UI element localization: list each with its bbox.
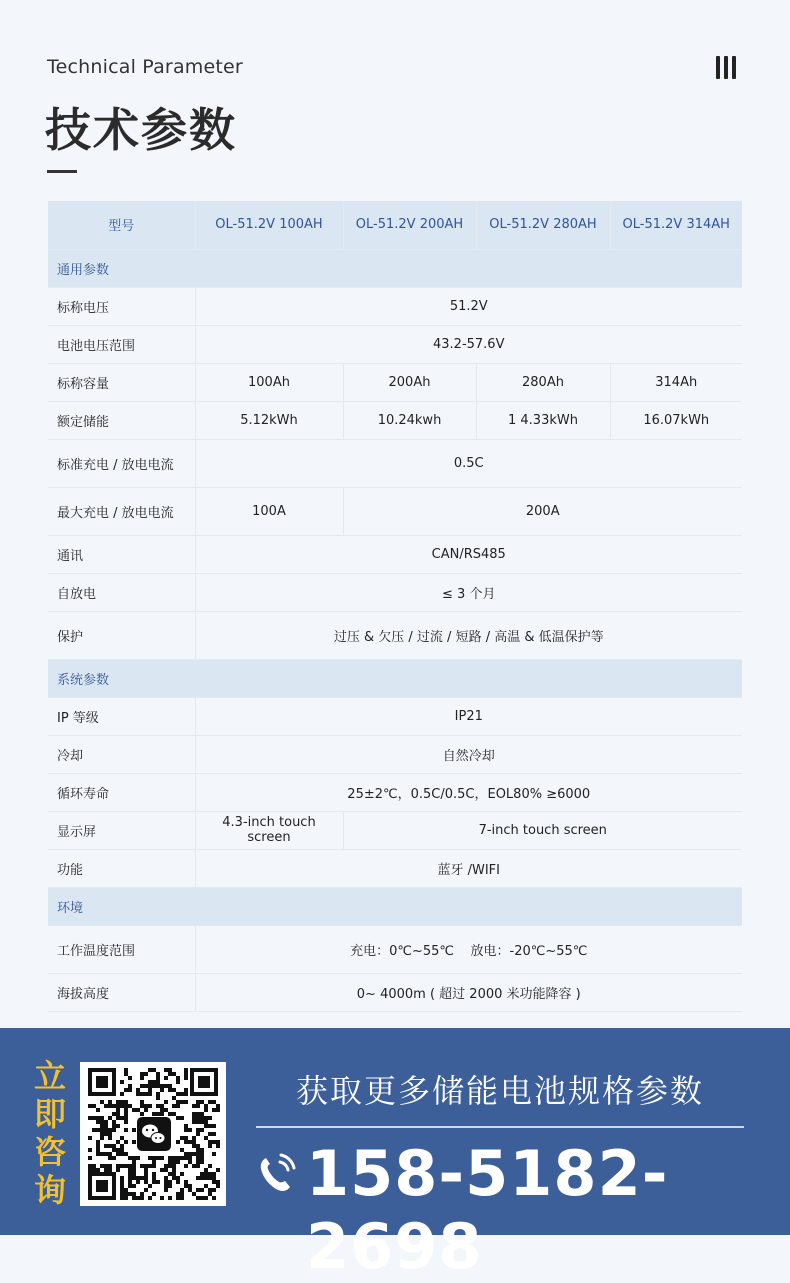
row-value: 100Ah: [195, 363, 343, 401]
column-header: OL-51.2V 200AH: [343, 201, 476, 249]
section-label: 通用参数: [48, 249, 742, 287]
phone-number[interactable]: 158-5182-2698: [306, 1137, 669, 1283]
row-value: 充电：0℃~55℃ 放电：-20℃~55℃: [195, 925, 742, 973]
row-value: 280Ah: [476, 363, 610, 401]
consult-vertical-text: [33, 1057, 67, 1209]
wechat-icon: [137, 1117, 171, 1151]
row-value: IP21: [195, 697, 742, 735]
consult-char: 立: [33, 1057, 66, 1095]
row-value: 200Ah: [343, 363, 476, 401]
row-label: 功能: [48, 849, 195, 887]
qr-code-icon[interactable]: [80, 1062, 226, 1206]
table-row: [48, 573, 742, 611]
row-value: 0.5C: [195, 439, 742, 487]
section-label: 系统参数: [48, 659, 742, 697]
table-row: [48, 287, 742, 325]
phone-icon: [256, 1152, 296, 1196]
consult-char: 询: [33, 1171, 66, 1209]
row-value: ≤ 3 个月: [195, 573, 742, 611]
section-label: 环境: [48, 887, 742, 925]
table-row: [48, 611, 742, 659]
row-label: 标准充电 / 放电电流: [48, 439, 195, 487]
table-row: [48, 439, 742, 487]
cta-divider: [256, 1126, 744, 1128]
row-label: 工作温度范围: [48, 925, 195, 973]
table-row: [48, 773, 742, 811]
table-row: [48, 363, 742, 401]
row-value: 过压 & 欠压 / 过流 / 短路 / 高温 & 低温保护等: [195, 611, 742, 659]
row-value: 蓝牙 /WIFI: [195, 849, 742, 887]
row-label: 冷却: [48, 735, 195, 773]
table-row: [48, 535, 742, 573]
row-label: 保护: [48, 611, 195, 659]
row-value: 5.12kWh: [195, 401, 343, 439]
row-label: IP 等级: [48, 697, 195, 735]
row-label: 海拔高度: [48, 973, 195, 1011]
table-row: [48, 325, 742, 363]
cta-text: 获取更多储能电池规格参数: [295, 1072, 704, 1110]
row-value: 51.2V: [195, 287, 742, 325]
section-row-environment: [48, 887, 742, 925]
row-label: 循环寿命: [48, 773, 195, 811]
row-label: 额定储能: [48, 401, 195, 439]
table-row: [48, 697, 742, 735]
subtitle-en: Technical Parameter: [47, 56, 243, 78]
row-value: 314Ah: [610, 363, 742, 401]
column-header: OL-51.2V 280AH: [476, 201, 610, 249]
row-value: 100A: [195, 487, 343, 535]
row-label: 自放电: [48, 573, 195, 611]
row-label: 通讯: [48, 535, 195, 573]
row-label: 电池电压范围: [48, 325, 195, 363]
row-label: 最大充电 / 放电电流: [48, 487, 195, 535]
row-value: 自然冷却: [195, 735, 742, 773]
row-value: 10.24kwh: [343, 401, 476, 439]
row-value: 7-inch touch screen: [343, 811, 742, 849]
row-value: 0~ 4000m ( 超过 2000 米功能降容 ): [195, 973, 742, 1011]
column-header: OL-51.2V 100AH: [195, 201, 343, 249]
spec-table: [48, 201, 742, 1012]
row-value: CAN/RS485: [195, 535, 742, 573]
table-row: [48, 849, 742, 887]
row-label: 标称容量: [48, 363, 195, 401]
page-title: 技术参数: [45, 103, 237, 157]
table-row: [48, 811, 742, 849]
table-row: [48, 973, 742, 1011]
row-label: 显示屏: [48, 811, 195, 849]
row-value: 25±2℃，0.5C/0.5C，EOL80% ≥6000: [195, 773, 742, 811]
table-row: [48, 925, 742, 973]
column-header: 型号: [48, 201, 195, 249]
title-underline: [47, 170, 77, 173]
section-row-system: [48, 659, 742, 697]
consult-char: 即: [33, 1095, 66, 1133]
table-row: [48, 401, 742, 439]
row-label: 标称电压: [48, 287, 195, 325]
row-value: 1 4.33kWh: [476, 401, 610, 439]
table-header-row: [48, 201, 742, 249]
row-value: 4.3-inch touch screen: [195, 811, 343, 849]
table-row: [48, 735, 742, 773]
section-row-general: [48, 249, 742, 287]
row-value: 16.07kWh: [610, 401, 742, 439]
menu-bars-icon[interactable]: [714, 56, 738, 80]
table-row: [48, 487, 742, 535]
column-header: OL-51.2V 314AH: [610, 201, 742, 249]
row-value: 43.2-57.6V: [195, 325, 742, 363]
row-value: 200A: [343, 487, 742, 535]
consult-char: 咨: [33, 1133, 66, 1171]
